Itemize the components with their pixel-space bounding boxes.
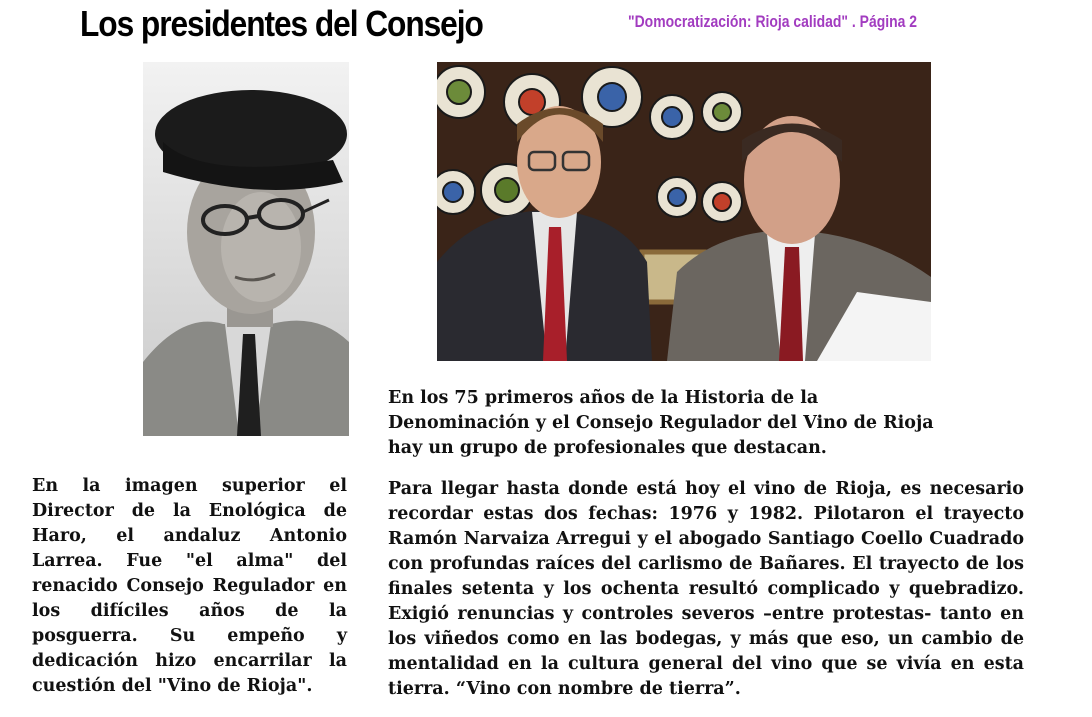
portrait-illustration [143, 62, 349, 436]
page-title: Los presidentes del Consejo [80, 3, 483, 44]
article-body: Para llegar hasta donde está hoy el vino de Rioja, es necesario recordar estas dos fechas: 1976 y 1982. Pilotaron el trayecto Ramón Narvaiza Arregui y el abogado Santiago Coello Cuadrado con profundas raíces del carlismo de Bañares. El trayecto de los finales setenta y los ochenta resultó complicado y quebradizo. Exigió renuncias y controles severos –entre protestas- tanto en los viñedos como en las bodegas, y más que eso, un cambio de mentalidad en la cultura general del vino que se vivía en esta tierra. “Vino con nombre de tierra”. [388, 479, 1024, 699]
photo-caption: En los 75 primeros años de la Historia de la Denominación y el Consejo Regulador del Vino de Rioja hay un grupo de profesionales que destacan. [388, 388, 934, 458]
portrait-photo [143, 62, 349, 436]
two-men-photo [437, 62, 931, 361]
page-subtitle: "Domocratización: Rioja calidad" . Página 2 [628, 12, 917, 31]
two-men-illustration [437, 62, 931, 361]
portrait-caption: En la imagen superior el Director de la Enológica de Haro, el andaluz Antonio Larrea. Fue "el alma" del renacido Consejo Regulador en los difíciles años de la posguerra. Su empeño y dedicación hizo encarrilar la cuestión del "Vino de Rioja". [32, 476, 347, 696]
